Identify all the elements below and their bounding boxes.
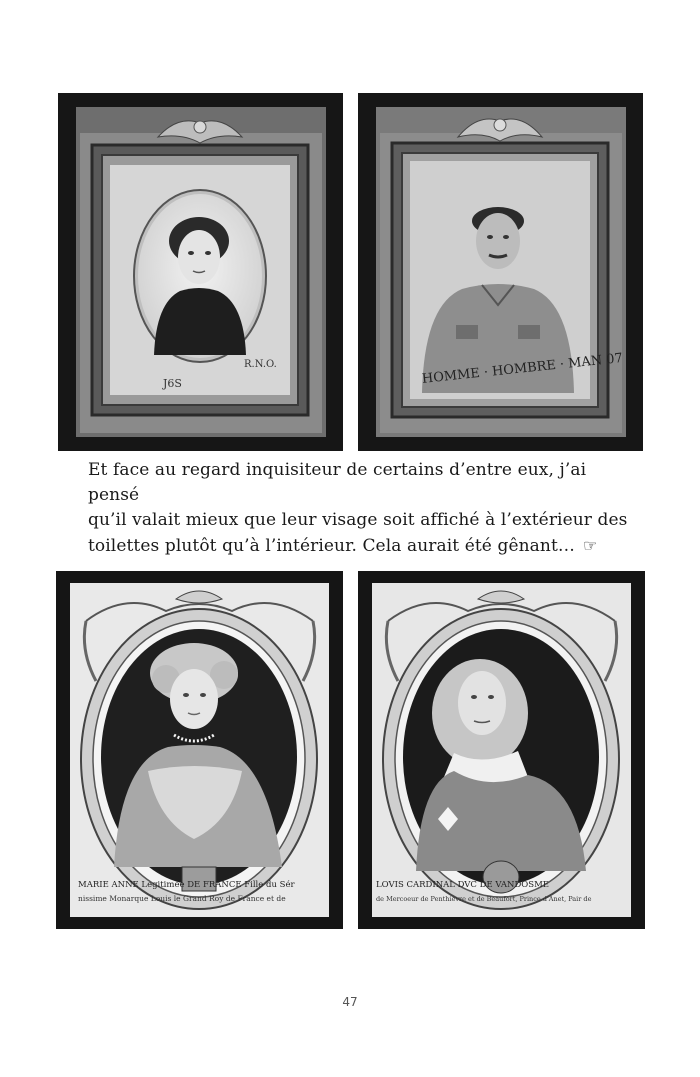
engraving-legend: LOVIS CARDINAL DVC DE VANDOSME bbox=[376, 880, 550, 890]
caption-line: qu’il valait mieux que leur visage soit affiché à l’extérieur des bbox=[88, 510, 628, 530]
inscription-text: HOMME · HOMBRE · MAN 07 bbox=[421, 350, 624, 387]
engraving-legend: de Mercoeur de Penthievre et de Beaufort, Prince d'Anet, Pair de bbox=[376, 895, 592, 903]
caption-line-text: toilettes plutôt qu’à l’intérieur. Cela aurait été gênant… bbox=[88, 536, 575, 556]
page-number: 47 bbox=[342, 995, 358, 1009]
photo-framed-soldier-portrait bbox=[358, 93, 643, 451]
engraving-marie-anne-portrait bbox=[56, 571, 343, 929]
inscription-text: R.N.O. bbox=[244, 359, 277, 370]
engraving-legend: nissime Monarque Louis le Grand Roy de France et de bbox=[78, 894, 286, 903]
inscription-text: J6S bbox=[163, 377, 182, 390]
caption-paragraph bbox=[88, 458, 628, 559]
caption-line: Et face au regard inquisiteur de certains d’entre eux, j’ai pensé bbox=[88, 460, 587, 505]
engraving-legend: MARIE ANNE Legitimée DE FRANCE Fille du Sér bbox=[78, 880, 295, 890]
photo-framed-woman-portrait bbox=[58, 93, 343, 451]
pointing-hand-icon: ☞ bbox=[582, 536, 598, 555]
caption-line bbox=[88, 533, 628, 559]
engraving-louis-cardinal-portrait bbox=[358, 571, 645, 929]
